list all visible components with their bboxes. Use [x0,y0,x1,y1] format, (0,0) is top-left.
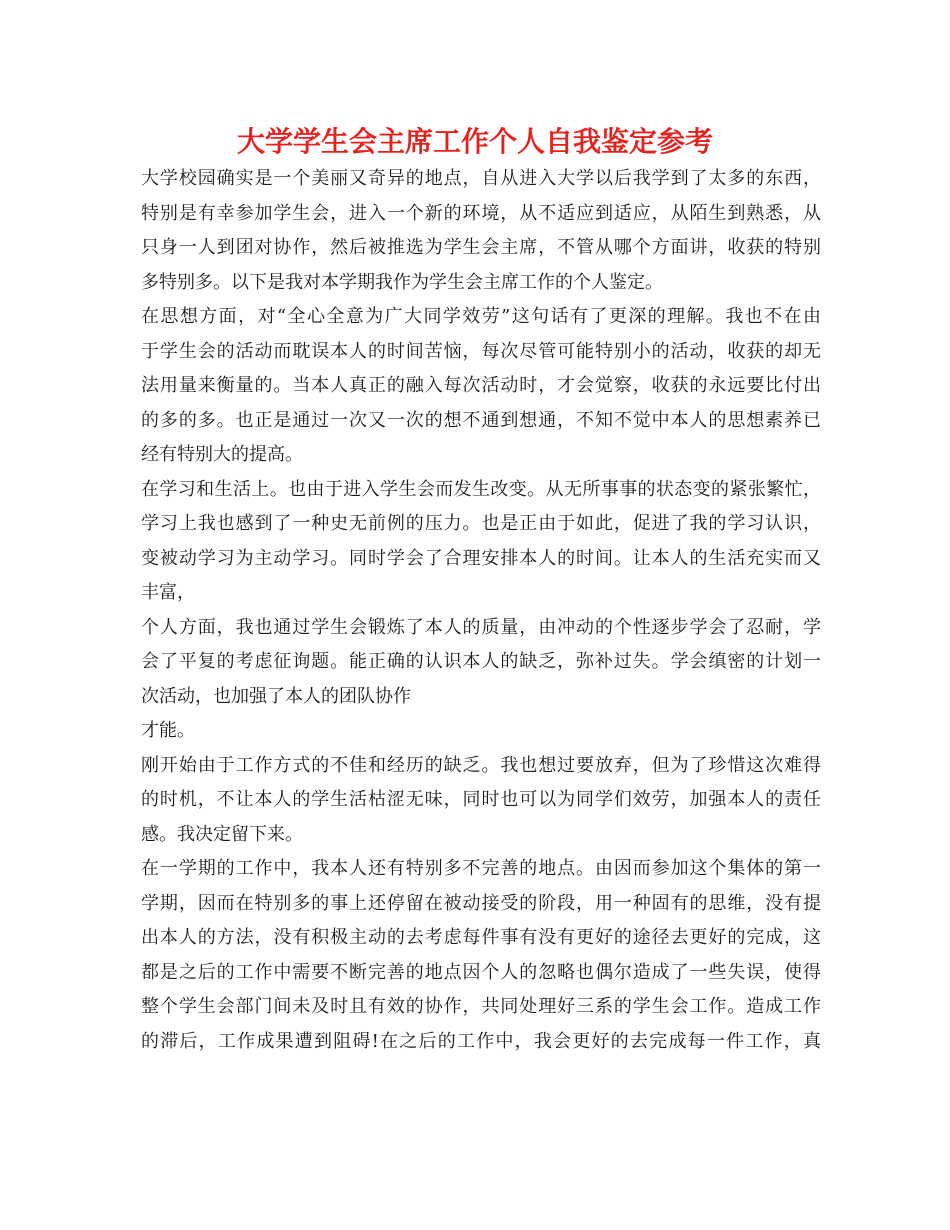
body-line: 经有特别大的提高。 [141,444,303,465]
body-line: 的滞后，工作成果遭到阻碍!在之后的工作中，我会更好的去完成每一件工作，真 [141,1030,821,1052]
document-title: 大学学生会主席工作个人自我鉴定参考 [236,125,713,158]
body-line: 大学校园确实是一个美丽又奇异的地点，自从进入大学以后我学到了太多的东西， [141,168,821,189]
body-line: 特别是有幸参加学生会，进入一个新的环境，从不适应到适应，从陌生到熟悉，从 [141,202,821,224]
body-line: 在一学期的工作中，我本人还有特别多不完善的地点。由因而参加这个集体的第一 [141,858,821,879]
body-line: 学习上我也感到了一种史无前例的压力。也是正由于如此，促进了我的学习认识， [141,513,821,534]
body-line: 法用量来衡量的。当本人真正的融入每次活动时，才会觉察，收获的永远要比付出 [141,375,821,396]
body-line: 次活动，也加强了本人的团队协作 [141,685,411,707]
body-line: 个人方面，我也通过学生会锻炼了本人的质量，由冲动的个性逐步学会了忍耐，学 [141,616,821,638]
body-line: 丰富， [141,582,195,603]
body-line: 变被动学习为主动学习。同时学会了合理安排本人的时间。让本人的生活充实而又 [141,547,821,569]
body-line: 的时机，不让本人的学生活枯涩无味，同时也可以为同学们效劳，加强本人的责任 [141,789,821,810]
body-line: 出本人的方法，没有积极主动的去考虑每件事有没有更好的途径去更好的完成，这 [141,927,821,948]
body-line: 于学生会的活动而耽误本人的时间苦恼，每次尽管可能特别小的活动，收获的却无 [141,340,821,362]
document-body [141,162,821,1059]
body-line: 只身一人到团对协作，然后被推选为学生会主席，不管从哪个方面讲，收获的特别 [141,237,821,258]
body-line: 在思想方面，对“全心全意为广大同学效劳”这句话有了更深的理解。我也不在由 [141,306,821,327]
body-line: 学期，因而在特别多的事上还停留在被动接受的阶段，用一种固有的思维，没有提 [141,892,821,914]
body-line: 多特别多。以下是我对本学期我作为学生会主席工作的个人鉴定。 [141,271,663,293]
body-line: 会了平复的考虑征询题。能正确的认识本人的缺乏，弥补过失。学会缜密的计划一 [141,651,821,672]
body-line: 感。我决定留下来。 [141,823,303,845]
body-line: 刚开始由于工作方式的不佳和经历的缺乏。我也想过要放弃，但为了珍惜这次难得 [141,754,821,776]
body-line: 整个学生会部门间未及时且有效的协作，共同处理好三系的学生会工作。造成工作 [141,996,821,1017]
body-line: 在学习和生活上。也由于进入学生会而发生改变。从无所事事的状态变的紧张繁忙， [141,478,821,500]
body-line: 的多的多。也正是通过一次又一次的想不通到想通，不知不觉中本人的思想素养已 [141,409,821,431]
body-line: 才能。 [141,720,195,741]
body-line: 都是之后的工作中需要不断完善的地点因个人的忽略也偶尔造成了一些失误，使得 [141,961,821,983]
